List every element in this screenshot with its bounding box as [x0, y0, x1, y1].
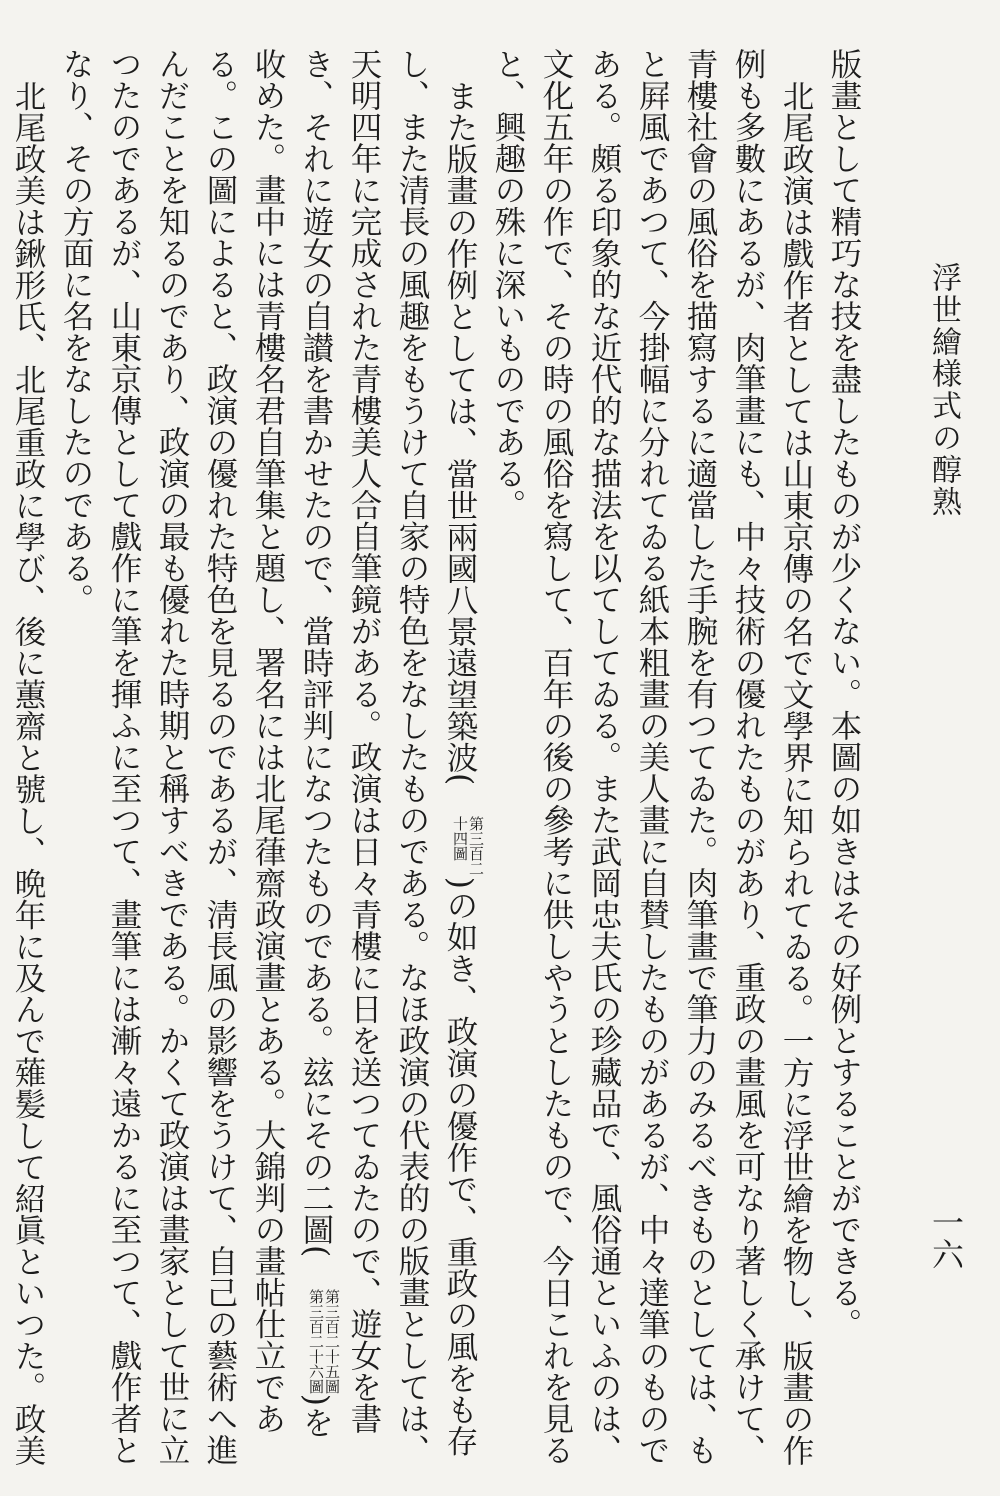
paragraph-4 [8, 48, 52, 1468]
close-paren: ) [298, 1393, 334, 1407]
figure-reference-note [452, 785, 484, 877]
body-text [8, 48, 868, 1468]
note-line: 第三百二 [467, 816, 485, 877]
running-header: 浮世繪様式の醇熟 [926, 262, 961, 518]
note-line: 第三百二十六圖 [307, 1288, 325, 1394]
paragraph-3 [52, 48, 484, 1468]
paragraph-1 [820, 48, 868, 1468]
page-number: 一六 [927, 1206, 965, 1270]
note-line: 第三百二十五圖 [323, 1288, 341, 1394]
paragraph-text: 北尾政美は鍬形氏、北尾重政に學び、後に蕙齋と號し、晩年に及んで薙髪して紹眞といつた。政美 [10, 79, 46, 1466]
close-paren: ) [442, 876, 478, 889]
paragraph-text: の如き、政演の優作で、重政の風をも存し、また清長の風趣をもうけて自家の特色をなしたものである。なほ政演の代表的の版畫としては、天明四年に完成された青樓美人合自筆鏡がある。政演は日々青樓に日を送つてゐたので、遊女を書き、それに遊女の自讃を書かせたので、當時評判になつたものである。玆にその二圖 [298, 48, 478, 1466]
paragraph-text: 北尾政演は戲作者としては山東京傳の名で文學界に知られてゐる。一方に浮世繪を物し、版畫の作例も多數にあるが、肉筆畫にも、中々技術の優れたものがあり、重政の畫風を可なり著しく承けて、青樓社會の風俗を描寫するに適當した手腕を有つてゐた。肉筆畫で筆力のみるべきものとしては、もと屛風であつて、今掛幅に分れてゐる紙本粗畫の美人畫に自賛したものがあるが、中々達筆のものである。頗る印象的な近代的な描法を以てしてゐる。また武岡忠夫氏の珍藏品で、風俗通といふのは、文化五年の作で、その時の風俗を寫して、百年の後の參考に供しやうとしたもので、今日これを見ると、興趣の殊に深いものである。 [490, 48, 814, 1466]
open-paren: ( [442, 772, 478, 785]
paragraph-text: 版畫として精巧な技を盡したものが少くない。本圖の如きはその好例とすることができる。 [826, 48, 862, 1340]
open-paren: ( [298, 1245, 334, 1258]
note-line: 十四圖 [451, 816, 469, 862]
paragraph-text: また版畫の作例としては、當世兩國八景遠望築波 [442, 79, 478, 773]
paragraph-2 [484, 48, 820, 1468]
figure-reference-note [308, 1257, 340, 1394]
paragraph-text: を收めた。畫中には青樓名君自筆集と題し、署名には北尾葎齋政演畫とある。大錦判の畫帖仕立である。この圖によると、政演の優れた特色を見るのであるが、淸長風の影響をうけて、自己の藝術へ進んだことを知るのであり、政演の最も優れた時期と稱すべきである。かくて政演は畫家として世に立つたのであるが、山東京傳として戲作に筆を揮ふに至つて、畫筆には漸々遠かるに至つて、戲作者となり、その方面に名をなしたのである。 [58, 48, 334, 1466]
